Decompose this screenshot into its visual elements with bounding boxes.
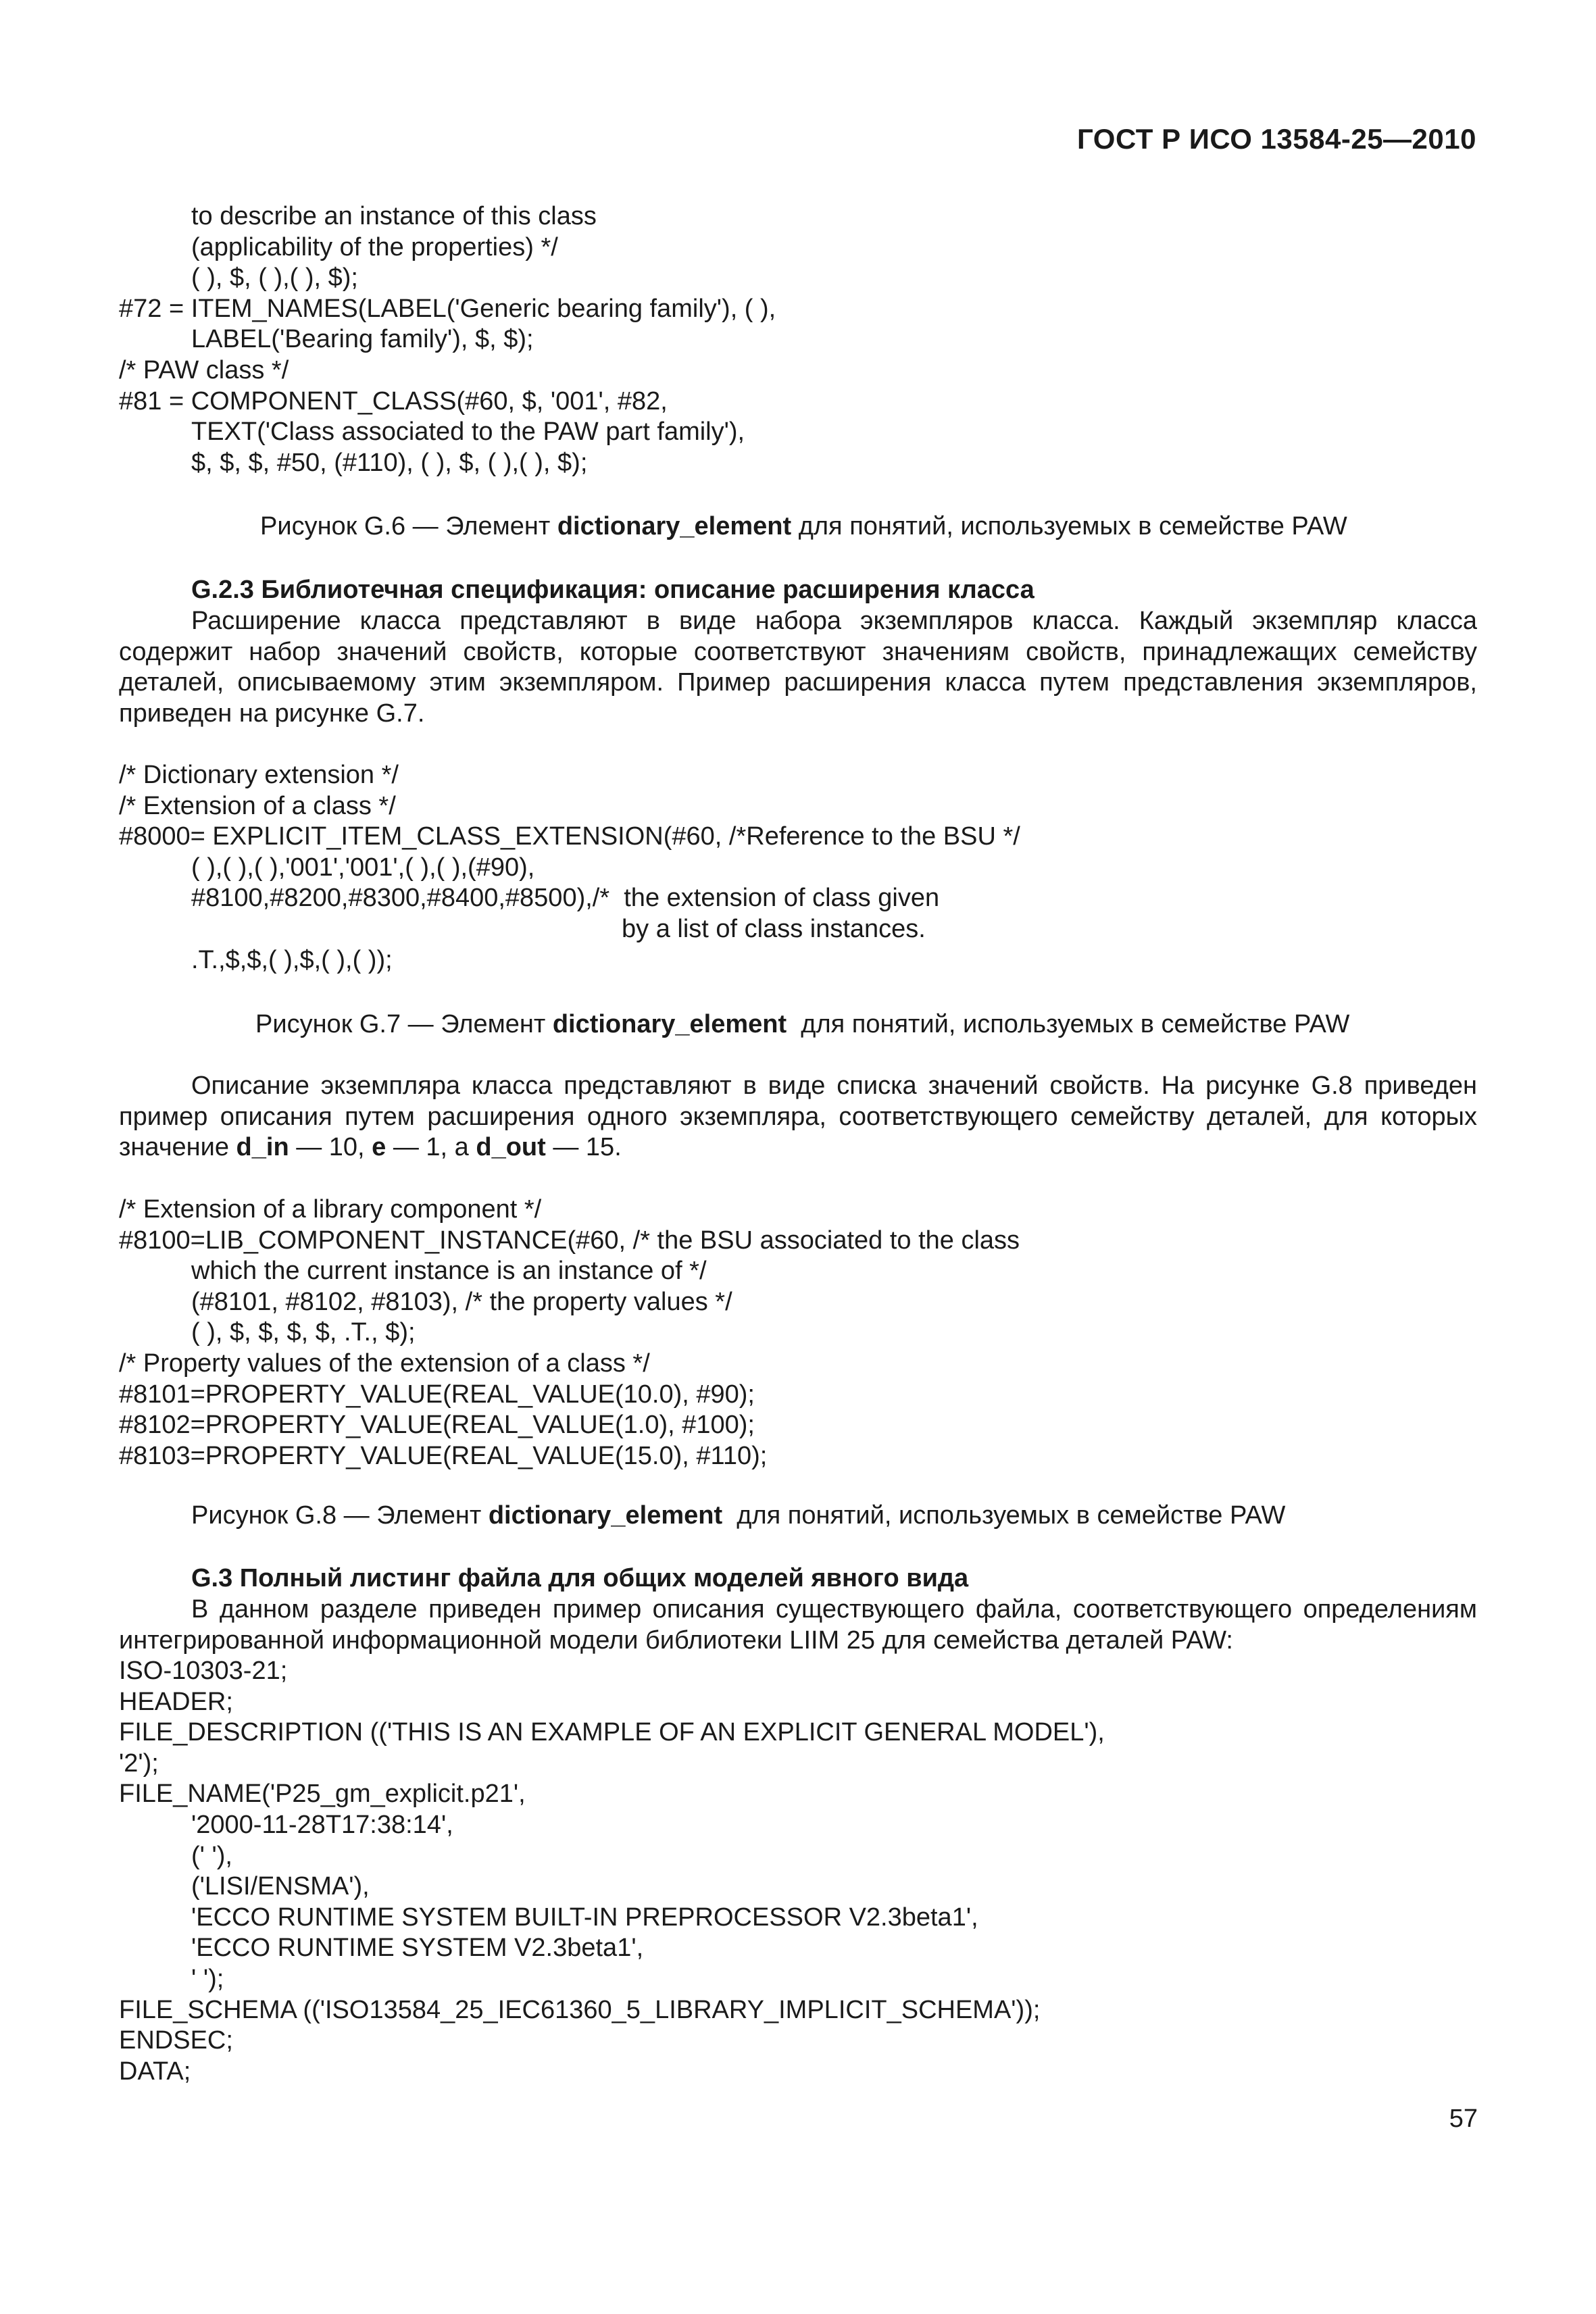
code-line: /* Dictionary extension */ bbox=[119, 761, 399, 789]
code-block-listing bbox=[119, 1656, 1477, 2087]
code-line: FILE_SCHEMA (('ISO13584_25_IEC61360_5_LIBRARY_IMPLICIT_SCHEMA')); bbox=[119, 1995, 1041, 2024]
paragraph-g8: Описание экземпляра класса представляют в виде списка значений свойств. На рисунке G.8 приведен пример описания путем расширения одного экземпляра, соответствующего семейству деталей, для которых значение d_in — 10, e — 1, а d_out — 15. bbox=[119, 1072, 1477, 1162]
code-line: (' '), bbox=[191, 1841, 232, 1870]
code-line: (applicability of the properties) */ bbox=[191, 232, 558, 261]
code-line: FILE_NAME('P25_gm_explicit.p21', bbox=[119, 1780, 526, 1809]
caption-term: dictionary_element bbox=[552, 1010, 787, 1038]
paragraph-g3: В данном разделе приведен пример описания существующего файла, соответствующего определениям интегрированной информационной модели библиотеки LIIM 25 для семейства деталей PAW: bbox=[119, 1595, 1477, 1655]
code-line: HEADER; bbox=[119, 1687, 233, 1716]
code-line: (#8101, #8102, #8103), /* the property values */ bbox=[191, 1287, 732, 1316]
code-line: TEXT('Class associated to the PAW part family'), bbox=[191, 418, 745, 447]
code-line: ( ), $, $, $, $, .T., $); bbox=[191, 1318, 416, 1347]
code-line: '2000-11-28T17:38:14', bbox=[191, 1810, 453, 1839]
code-line: /* Extension of a library component */ bbox=[119, 1195, 542, 1224]
caption-prefix: Рисунок G.8 — Элемент bbox=[191, 1501, 489, 1530]
code-line: '2'); bbox=[119, 1749, 159, 1778]
code-line: by a list of class instances. bbox=[622, 914, 926, 943]
code-line: ( ), $, ( ),( ), $); bbox=[191, 263, 358, 293]
code-line: .T.,$,$,( ),$,( ),( )); bbox=[191, 945, 393, 974]
figure-caption-g6 bbox=[260, 512, 1347, 541]
code-line: #81 = COMPONENT_CLASS(#60, $, '001', #82, bbox=[119, 386, 668, 416]
section-heading-g3: G.3 Полный листинг файла для общих моделей явного вида bbox=[191, 1564, 969, 1592]
code-line: /* Property values of the extension of a class */ bbox=[119, 1349, 650, 1378]
code-line: #8000= EXPLICIT_ITEM_CLASS_EXTENSION(#60, /*Reference to the BSU */ bbox=[119, 822, 1020, 851]
caption-prefix: Рисунок G.6 — Элемент bbox=[260, 512, 557, 540]
figure-caption-g7 bbox=[255, 1010, 1349, 1039]
figure-caption-g8 bbox=[191, 1501, 1285, 1530]
code-line: DATA; bbox=[119, 2057, 191, 2086]
caption-suffix: для понятий, используемых в семействе PAW bbox=[791, 512, 1347, 540]
code-line: ( ),( ),( ),'001','001',( ),( ),(#90), bbox=[191, 853, 535, 882]
code-line: ENDSEC; bbox=[119, 2026, 233, 2055]
code-line: #8101=PROPERTY_VALUE(REAL_VALUE(10.0), #90); bbox=[119, 1380, 755, 1409]
code-line: #72 = ITEM_NAMES(LABEL('Generic bearing family'), ( ), bbox=[119, 294, 776, 323]
paragraph-g23: Расширение класса представляют в виде набора экземпляров класса. Каждый экземпляр класса содержит набор значений свойств, которые соответствуют значениям свойств, принадлежащих семейству деталей, описываемому этим экземпляром. Пример расширения класса путем представления экземпляров, приведен на рисунке G.7. bbox=[119, 607, 1477, 728]
code-line: #8100=LIB_COMPONENT_INSTANCE(#60, /* the BSU associated to the class bbox=[119, 1226, 1020, 1255]
caption-term: dictionary_element bbox=[557, 512, 792, 540]
section-heading-g23: G.2.3 Библиотечная спецификация: описание расширения класса bbox=[191, 576, 1034, 604]
code-line: ' '); bbox=[191, 1964, 224, 1993]
code-line: #8103=PROPERTY_VALUE(REAL_VALUE(15.0), #110); bbox=[119, 1441, 768, 1470]
caption-suffix: для понятий, используемых в семействе PAW bbox=[787, 1010, 1350, 1038]
caption-term: dictionary_element bbox=[488, 1501, 723, 1530]
code-line: ('LISI/ENSMA'), bbox=[191, 1872, 370, 1901]
standard-header: ГОСТ Р ИСО 13584-25—2010 bbox=[1077, 123, 1476, 155]
code-line: /* PAW class */ bbox=[119, 355, 289, 384]
code-line: ISO-10303-21; bbox=[119, 1657, 288, 1685]
caption-suffix: для понятий, используемых в семействе PAW bbox=[722, 1501, 1286, 1530]
code-block-g8 bbox=[119, 1194, 1477, 1472]
code-line: $, $, $, #50, (#110), ( ), $, ( ),( ), $); bbox=[191, 448, 588, 477]
caption-prefix: Рисунок G.7 — Элемент bbox=[255, 1010, 553, 1038]
code-line: FILE_DESCRIPTION (('THIS IS AN EXAMPLE OF AN EXPLICIT GENERAL MODEL'), bbox=[119, 1718, 1105, 1747]
code-line: to describe an instance of this class bbox=[191, 202, 597, 230]
page-number: 57 bbox=[1449, 2105, 1478, 2133]
code-block-g6 bbox=[119, 201, 1477, 478]
code-block-g7 bbox=[119, 760, 1477, 976]
code-line: /* Extension of a class */ bbox=[119, 791, 396, 820]
code-line: which the current instance is an instance of */ bbox=[191, 1257, 707, 1286]
code-line: #8102=PROPERTY_VALUE(REAL_VALUE(1.0), #100); bbox=[119, 1411, 755, 1440]
code-line: #8100,#8200,#8300,#8400,#8500),/* the extension of class given bbox=[191, 884, 940, 913]
code-line: 'ECCO RUNTIME SYSTEM BUILT-IN PREPROCESSOR V2.3beta1', bbox=[191, 1903, 978, 1932]
code-line: LABEL('Bearing family'), $, $); bbox=[191, 325, 534, 354]
code-line: 'ECCO RUNTIME SYSTEM V2.3beta1', bbox=[191, 1934, 644, 1963]
